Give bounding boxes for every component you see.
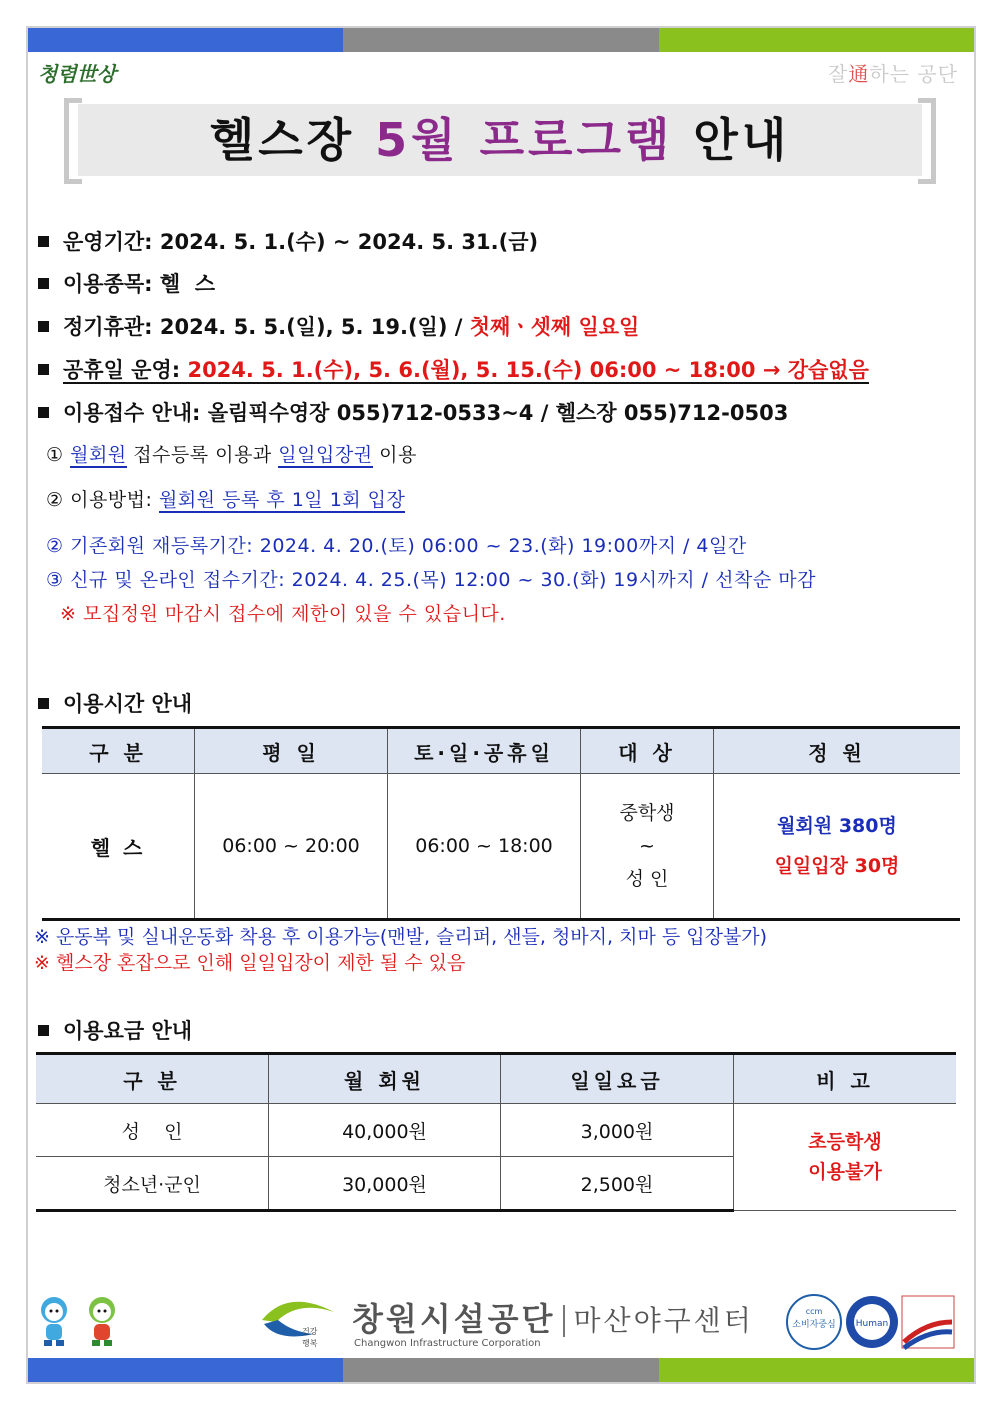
org-name-english: Changwon Infrastructure Corporation <box>354 1338 541 1349</box>
info-contact: 이용접수 안내: 올림픽수영장 055)712-0533~4 / 헬스장 055)712-0503 <box>38 397 968 427</box>
org-name: 창원시설공단 마산야구센터 <box>352 1300 754 1338</box>
fees-cell-daily: 2,500원 <box>501 1157 734 1211</box>
hours-note-1: ※ 운동복 및 실내운동화 착용 후 이용가능(맨발, 슬리퍼, 샌들, 청바지, 치마 등 입장불가) <box>34 926 768 948</box>
fees-col-type: 구 분 <box>36 1054 269 1104</box>
fees-col-remark: 비 고 <box>734 1054 957 1104</box>
fees-table <box>36 1052 956 1212</box>
fees-col-monthly: 월 회원 <box>269 1054 501 1104</box>
sub-item-2: ② 이용방법: 월회원 등록 후 1일 1회 입장 <box>46 489 406 511</box>
table-row <box>36 1104 956 1157</box>
hours-col-weekday: 평 일 <box>195 728 388 774</box>
city-emblem <box>258 1292 338 1356</box>
hours-col-target: 대 상 <box>581 728 714 774</box>
top-color-band <box>28 28 974 52</box>
fees-cell-daily: 3,000원 <box>501 1104 734 1157</box>
hours-col-weekend: 토·일·공휴일 <box>388 728 581 774</box>
sub-item-4: ③ 신규 및 온라인 접수기간: 2024. 4. 25.(목) 12:00 ~ 30.(화) 19시까지 / 선착순 마감 <box>46 569 816 591</box>
svg-text:행복: 행복 <box>302 1339 318 1348</box>
fees-cell-remark: 초등학생 이용불가 <box>734 1104 957 1211</box>
hours-note-2: ※ 헬스장 혼잡으로 인해 일일입장이 제한 될 수 있음 <box>34 952 466 974</box>
svg-text:소비자중심: 소비자중심 <box>792 1320 836 1330</box>
hours-cell-capacity: 월회원 380명 일일입장 30명 <box>714 774 961 920</box>
fees-cell-monthly: 30,000원 <box>269 1157 501 1211</box>
svg-text:건강: 건강 <box>302 1327 318 1336</box>
fees-cell-type: 청소년·군인 <box>36 1157 269 1211</box>
info-closed: 정기휴관: 2024. 5. 5.(일), 5. 19.(일) / 첫째ㆍ셋째 일요일 <box>38 311 968 341</box>
info-holiday: 공휴일 운영: 2024. 5. 1.(수), 5. 6.(월), 5. 15.(수) 06:00 ~ 18:00 → 강습없음 <box>38 354 968 384</box>
hours-cell-weekday: 06:00 ~ 20:00 <box>195 774 388 920</box>
fees-col-daily: 일일요금 <box>501 1054 734 1104</box>
page-title: 헬스장 5월 프로그램 안내 <box>64 98 936 184</box>
certification-badges <box>786 1292 956 1356</box>
hours-col-type: 구 분 <box>42 728 195 774</box>
bottom-color-band <box>28 1358 974 1382</box>
fees-heading: 이용요금 안내 <box>38 1015 192 1045</box>
sub-item-3: ② 기존회원 재등록기간: 2024. 4. 20.(토) 06:00 ~ 23.(화) 19:00까지 / 4일간 <box>46 535 747 557</box>
hours-cell-name: 헬 스 <box>42 774 195 920</box>
hours-cell-weekend: 06:00 ~ 18:00 <box>388 774 581 920</box>
sub-item-1: ① 월회원 접수등록 이용과 일일입장권 이용 <box>46 444 417 466</box>
hours-col-capacity: 정 원 <box>714 728 961 774</box>
table-row <box>42 774 960 920</box>
hours-table <box>42 726 960 921</box>
hours-heading: 이용시간 안내 <box>38 688 192 718</box>
hours-cell-target: 중학생 ~ 성 인 <box>581 774 714 920</box>
fees-cell-monthly: 40,000원 <box>269 1104 501 1157</box>
svg-text:ccm: ccm <box>805 1307 823 1316</box>
sub-notice: ※ 모집정원 마감시 접수에 제한이 있을 수 있습니다. <box>60 603 506 625</box>
info-item: 이용종목: 헬 스 <box>38 268 968 298</box>
fees-cell-type: 성 인 <box>36 1104 269 1157</box>
info-period: 운영기간: 2024. 5. 1.(수) ~ 2024. 5. 31.(금) <box>38 226 968 256</box>
mascot-characters <box>34 1294 134 1354</box>
slogan-logo: 잘通하는 공단 <box>828 62 958 86</box>
svg-text:Human: Human <box>855 1319 889 1329</box>
integrity-logo: 청렴世상 <box>38 62 116 86</box>
